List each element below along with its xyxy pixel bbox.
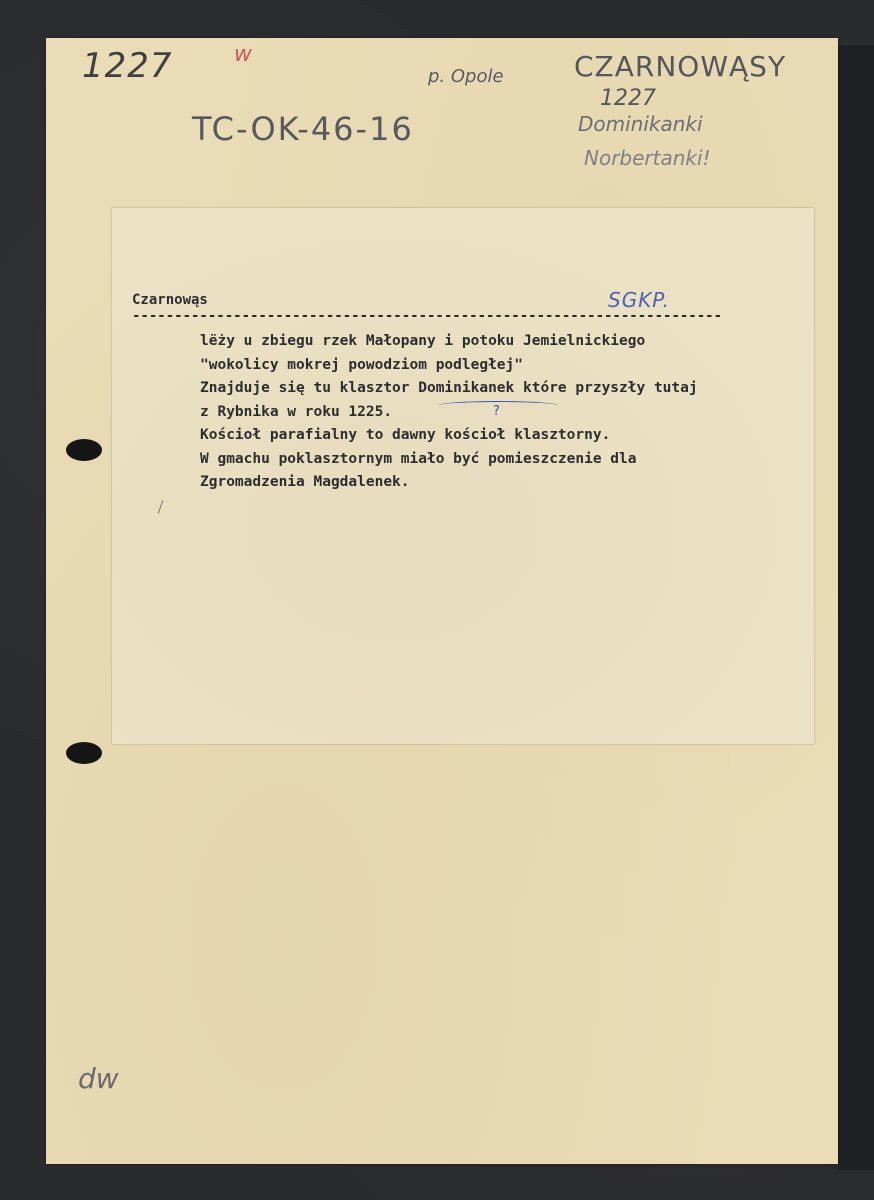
annotation-question-mark: ? — [493, 404, 500, 419]
handwritten-number: 1227 — [82, 46, 173, 86]
card-line: W gmachu poklasztornym miało być pomieszczenie dla — [200, 450, 637, 467]
card-title: Czarnowąs — [132, 292, 208, 308]
card-body — [200, 330, 698, 495]
handwritten-note-dominikanki: Dominikanki — [578, 112, 703, 136]
handwritten-region: p. Opole — [428, 66, 504, 87]
card-line: "wokolicy mokrej powodziom podległej" — [200, 356, 524, 373]
card-line: Kościoł parafialny to dawny kościoł klasztorny. — [200, 427, 611, 443]
card-line: Znajduje się tu klasztor Dominikanek które przyszły tutaj — [200, 380, 698, 396]
punch-hole-bottom — [66, 742, 102, 764]
separator-line: ---------------------------------------------------------------------- — [132, 308, 723, 324]
handwritten-place-name: CZARNOWĄSY — [574, 50, 787, 83]
card-line: z Rybnika w roku 1225. — [200, 403, 393, 420]
handwritten-number-corrected: 1227 — [600, 86, 656, 111]
card-line: Zgromadzenia Magdalenek. — [200, 474, 410, 490]
handwritten-source: SGKP. — [608, 288, 670, 312]
handwritten-note-norbertanki: Norbertanki! — [584, 146, 711, 170]
punch-hole-top — [66, 439, 102, 461]
handwritten-mark: w — [234, 42, 252, 67]
handwritten-signature-code: TC-OK-46-16 — [192, 110, 414, 148]
binder-edge — [838, 45, 874, 1170]
handwritten-corner-mark: dw — [78, 1062, 119, 1095]
card-line: lëży u zbiegu rzek Małopany i potoku Jemielnickiego — [200, 333, 646, 349]
